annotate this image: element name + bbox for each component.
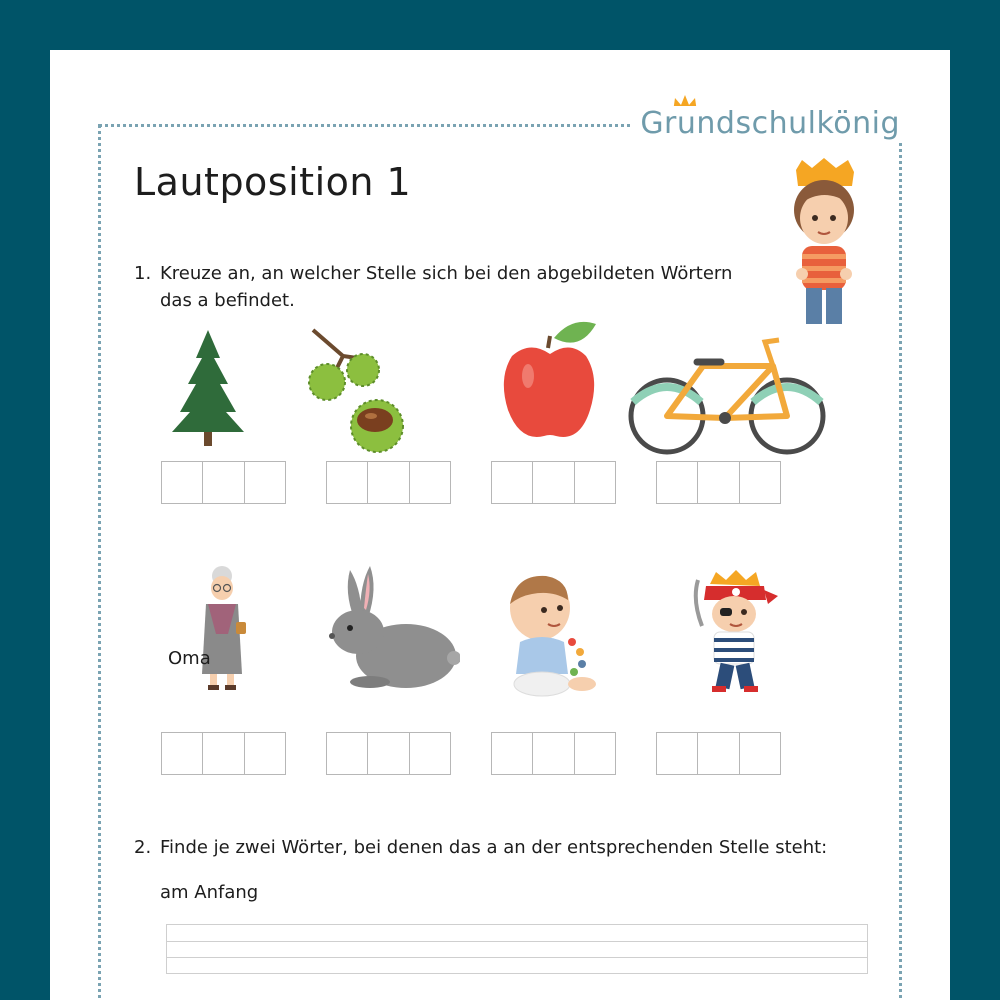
box-end[interactable] [740, 733, 780, 774]
box-start[interactable] [162, 733, 203, 774]
box-end[interactable] [740, 462, 780, 503]
box-middle[interactable] [203, 462, 244, 503]
box-middle[interactable] [698, 462, 739, 503]
box-start[interactable] [657, 462, 698, 503]
answer-boxes [491, 461, 616, 504]
bicycle-icon [625, 336, 830, 456]
grandma-icon [196, 564, 248, 692]
task-number: 2. [134, 837, 152, 858]
task-text: Finde je zwei Wörter, bei denen das a an der entsprechenden Stelle steht: [160, 837, 828, 858]
box-start[interactable] [327, 733, 368, 774]
box-start[interactable] [492, 733, 533, 774]
box-end[interactable] [410, 462, 450, 503]
answer-boxes [161, 732, 286, 775]
box-start[interactable] [327, 462, 368, 503]
box-end[interactable] [575, 733, 615, 774]
sub-label: am Anfang [160, 882, 259, 903]
picture-label: Oma [168, 648, 211, 669]
task-1 [134, 260, 732, 314]
box-end[interactable] [245, 462, 285, 503]
task-text-line-2: das a befindet. [160, 290, 295, 311]
box-start[interactable] [492, 462, 533, 503]
box-middle[interactable] [203, 733, 244, 774]
brand-logo: Grundschulkönig [630, 106, 906, 141]
box-end[interactable] [575, 462, 615, 503]
rabbit-icon [320, 562, 460, 692]
answer-boxes [326, 732, 451, 775]
writing-lines[interactable] [166, 924, 868, 974]
task-number: 1. [134, 263, 152, 284]
answer-boxes [161, 461, 286, 504]
box-middle[interactable] [698, 733, 739, 774]
fir-tree-icon [168, 328, 248, 448]
answer-boxes [491, 732, 616, 775]
baby-icon [502, 570, 602, 700]
task-text-line-1: Kreuze an, an welcher Stelle sich bei den abgebildeten Wörtern [160, 263, 733, 284]
box-middle[interactable] [533, 462, 574, 503]
box-end[interactable] [410, 733, 450, 774]
box-start[interactable] [162, 462, 203, 503]
box-middle[interactable] [533, 733, 574, 774]
answer-boxes [656, 461, 781, 504]
task-2 [134, 834, 827, 861]
box-start[interactable] [657, 733, 698, 774]
pirate-icon [690, 570, 780, 700]
box-middle[interactable] [368, 733, 409, 774]
answer-boxes [656, 732, 781, 775]
worksheet [50, 50, 950, 1000]
box-end[interactable] [245, 733, 285, 774]
apple-icon [500, 318, 600, 448]
box-middle[interactable] [368, 462, 409, 503]
chestnuts-icon [305, 328, 415, 456]
page-title: Lautposition 1 [134, 160, 412, 204]
answer-boxes [326, 461, 451, 504]
king-boy-icon [782, 158, 868, 328]
